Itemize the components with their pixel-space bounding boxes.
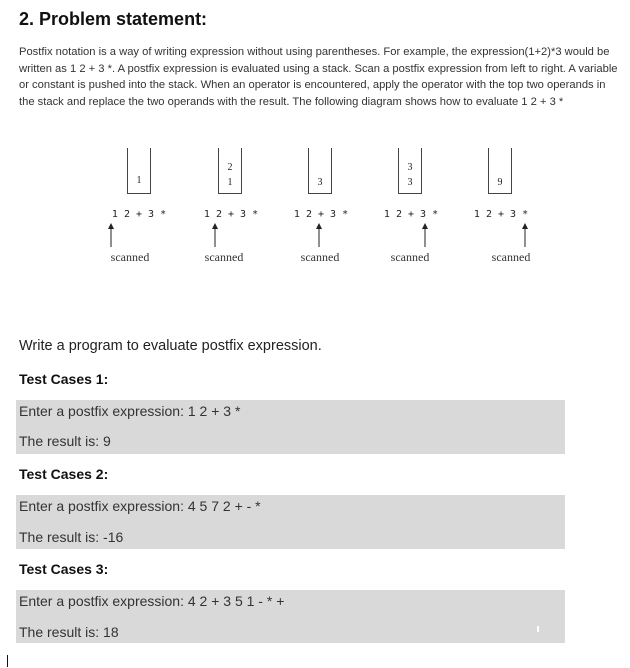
expression-step-1: 1 2 + 3 * xyxy=(111,209,167,220)
problem-description: Postfix notation is a way of writing expression without using parentheses. For example, the expression(1+2)*3 would be written as 1 2 + 3 *. A postfix expression is evaluated using a stack. Scan a postfix expression from left to right. A variable or constant is pushed into the stack. When an operator is encountered, apply the operator with the top two operands in the stack and replace the two operands with the result. The following diagram shows how to evaluate 1 2 + 3 * xyxy=(19,46,618,108)
test-case-2-label: Test Cases 2: xyxy=(19,466,109,482)
stack-cell-bottom: 1 xyxy=(227,177,233,188)
test-case-2-output xyxy=(16,495,565,549)
test-case-1-output xyxy=(16,400,565,454)
stack-box-step-4 xyxy=(398,148,422,194)
test-case-2-input-line: Enter a postfix expression: 4 5 7 2 + - * xyxy=(19,498,261,514)
stack-box-step-1 xyxy=(127,148,151,194)
test-case-2-result-line: The result is: -16 xyxy=(19,529,124,545)
stack-box-step-3 xyxy=(308,148,332,194)
stack-cell-top: 3 xyxy=(407,162,413,173)
arrow-up-icon xyxy=(314,223,324,247)
arrow-up-icon xyxy=(210,223,220,247)
test-case-1-result-line: The result is: 9 xyxy=(19,433,111,449)
stack-box-step-2 xyxy=(218,148,242,194)
stack-cell-bottom: 3 xyxy=(407,177,413,188)
expression-step-4: 1 2 + 3 * xyxy=(383,209,439,220)
expression-step-5: 1 2 + 3 * xyxy=(473,209,529,220)
scroll-artifact xyxy=(537,626,539,632)
stack-cell-bottom: 1 xyxy=(136,175,142,186)
scanned-label-step-1: scanned xyxy=(110,250,150,264)
test-case-1-input-line: Enter a postfix expression: 1 2 + 3 * xyxy=(19,403,241,419)
test-case-3-label: Test Cases 3: xyxy=(19,561,109,577)
arrow-up-icon xyxy=(420,223,430,247)
stack-cell-top: 2 xyxy=(227,162,233,173)
section-heading: 2. Problem statement: xyxy=(19,9,208,29)
test-case-3-result-line: The result is: 18 xyxy=(19,624,119,640)
scanned-label-step-3: scanned xyxy=(300,250,340,264)
stack-cell-bottom: 9 xyxy=(497,177,503,188)
text-cursor xyxy=(7,655,8,667)
scanned-label-step-4: scanned xyxy=(390,250,430,264)
arrow-up-icon xyxy=(106,223,116,247)
expression-step-2: 1 2 + 3 * xyxy=(203,209,259,220)
test-case-3-output xyxy=(16,590,565,643)
scanned-label-step-5: scanned xyxy=(491,250,531,264)
stack-box-step-5 xyxy=(488,148,512,194)
arrow-up-icon xyxy=(520,223,530,247)
test-case-1-label: Test Cases 1: xyxy=(19,371,109,387)
test-case-3-input-line: Enter a postfix expression: 4 2 + 3 5 1 - * + xyxy=(19,593,285,609)
scanned-label-step-2: scanned xyxy=(204,250,244,264)
task-statement: Write a program to evaluate postfix expression. xyxy=(19,338,322,354)
expression-step-3: 1 2 + 3 * xyxy=(293,209,349,220)
stack-cell-bottom: 3 xyxy=(317,177,323,188)
stack-evaluation-diagram xyxy=(0,140,630,270)
